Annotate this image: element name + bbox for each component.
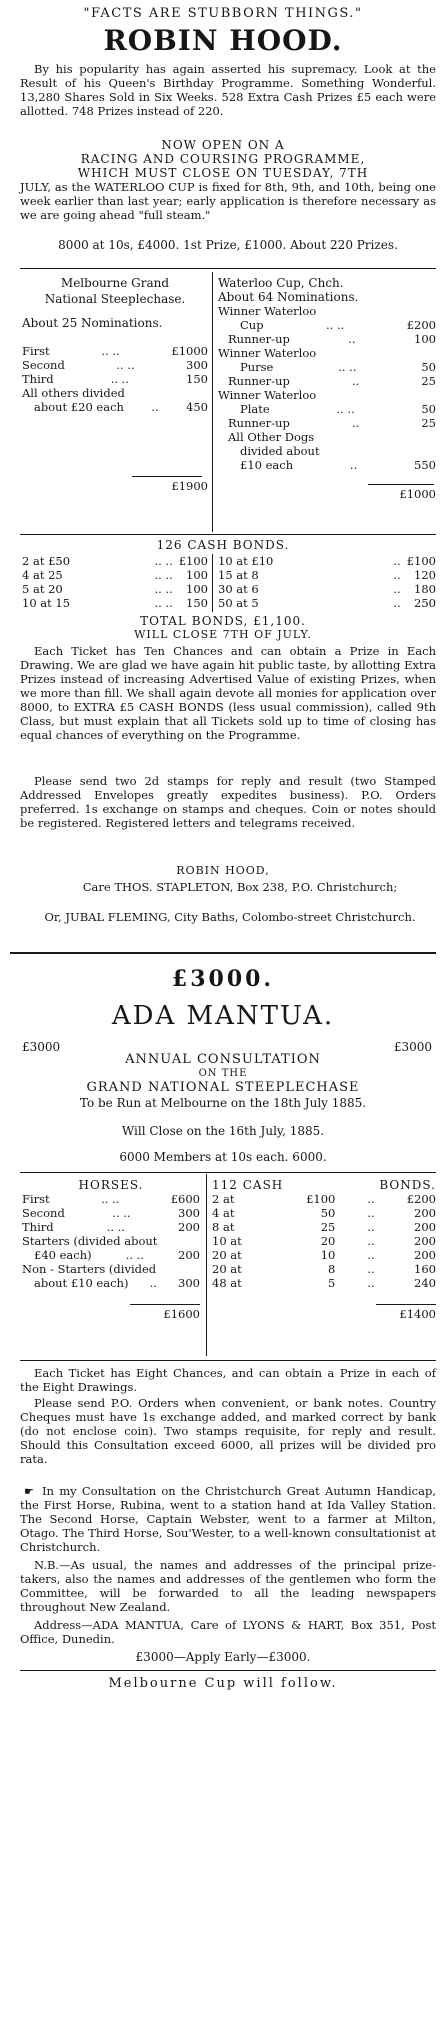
send-orders-paragraph: Please send P.O. Orders when convenient, or bank notes. Country Cheques must have 1s exchange added, and marked correct by bank (do not enclose coin). Two stamps requisite, for reply and result. Should this Consultation exceed 6000, all prizes will be divided pro rata. (20, 1396, 436, 1466)
right-total: £1000 (399, 487, 436, 501)
prize-row: Winner Waterloo (218, 304, 317, 318)
close-date-heading: WHICH MUST CLOSE ON TUESDAY, 7TH (77, 166, 369, 180)
on-the: ON THE (198, 1068, 248, 1079)
now-open-heading: NOW OPEN ON A (161, 138, 285, 152)
column-divider (206, 1174, 207, 1356)
prize-row: Plate .. .. 50 (240, 402, 436, 416)
signature-name: ROBIN HOOD, (176, 864, 270, 877)
side-amount-left: £3000 (22, 1040, 61, 1054)
national-steeplechase-heading: National Steeplechase. (44, 292, 186, 306)
prize-row: £10 each .. 550 (240, 458, 436, 472)
prize-row: Runner-up .. 100 (228, 332, 436, 346)
prize-row: about £20 each .. 450 (34, 400, 208, 414)
prize-row: First .. .. £600 (22, 1192, 200, 1206)
waterloo-cup-prize-list (218, 276, 436, 501)
pointing-hand-icon: ☛ (24, 1485, 34, 1498)
prize-row: First .. .. £1000 (22, 344, 208, 358)
ticket-chances-paragraph: Each Ticket has Ten Chances and can obtain a Prize in Each Drawing. We are glad we have again hit public taste, by allotting Extra Prizes instead of increasing Advertised Value of existing Prizes, when we more than fill. We shall again devote all monies for application over 8000, to EXTRA £5 CASH BONDS (less usual commission), called 9th Class, but must explain that all Tickets sold up to time of closing has equal chances of everything on the Programme. (20, 644, 436, 742)
starters-label: Starters (divided about (22, 1234, 158, 1248)
bonds-left-table: 2 at £50 .. .. £100 4 at 25 .. .. 100 5 at 20 .. .. 100 10 at 15 .. .. 150 (22, 554, 208, 610)
horses-prize-list (22, 1178, 200, 1321)
section-rule (20, 1670, 436, 1671)
prize-row: Second .. .. 300 (22, 1206, 200, 1220)
side-amount-right: £3000 (393, 1040, 432, 1054)
grand-national-heading: GRAND NATIONAL STEEPLECHASE (86, 1080, 360, 1095)
members-line: 6000 Members at 10s each. 6000. (119, 1150, 327, 1164)
prize-row: Third .. .. 200 (22, 1220, 200, 1234)
horses-heading: HORSES. (78, 1178, 144, 1192)
footer-line: Melbourne Cup will follow. (108, 1676, 338, 1691)
total-rule (130, 1304, 200, 1305)
horses-total: £1600 (163, 1307, 200, 1321)
column-divider (212, 272, 213, 532)
will-close-line: WILL CLOSE 7TH OF JULY. (134, 628, 312, 641)
left-total: £1900 (171, 479, 208, 493)
section-rule (20, 534, 436, 535)
prize-row: about £10 each) .. 300 (34, 1276, 200, 1290)
close-date-line: Will Close on the 16th July, 1885. (121, 1124, 325, 1138)
prize-row: Runner-up .. 25 (228, 416, 436, 430)
prize-row: divided about (240, 444, 320, 458)
section-rule (20, 268, 436, 269)
july-paragraph: JULY, as the WATERLOO CUP is fixed for 8th, 9th, and 10th, being one week earlier than last year; early application is therefore necessary as we are going ahead "full steam." (20, 180, 436, 222)
run-date-line: To be Run at Melbourne on the 18th July 1885. (79, 1096, 367, 1110)
prize-row: Runner-up .. 25 (228, 374, 436, 388)
total-rule (376, 1304, 436, 1305)
robin-hood-title: ROBIN HOOD. (103, 24, 343, 57)
eight-chances-paragraph: Each Ticket has Eight Chances, and can obtain a Prize in each of the Eight Drawings. (20, 1366, 436, 1394)
prize-rows (22, 344, 208, 414)
prize-row: Winner Waterloo (218, 346, 317, 360)
prize-row: Winner Waterloo (218, 388, 317, 402)
section-rule (20, 1172, 436, 1173)
bonds-total: £1400 (399, 1307, 436, 1321)
section-rule (20, 1360, 436, 1361)
prize-row: £40 each) .. .. 200 (34, 1248, 200, 1262)
nota-bene-paragraph: N.B.—As usual, the names and addresses of the principal prize-takers, also the names and addresses of the gentlemen who form the Committee, will be forwarded to all the leading newspapers throughout New Zealand. (20, 1558, 436, 1614)
bonds-heading: 112 CASH BONDS. (212, 1178, 436, 1192)
advertisement-separator (10, 952, 436, 954)
total-bonds-line: TOTAL BONDS, £1,100. (140, 614, 306, 628)
ada-mantua-title: ADA MANTUA. (111, 1001, 335, 1031)
others-divided-label: All others divided (22, 386, 125, 400)
prize-row: All Other Dogs (228, 430, 315, 444)
prize-row: Purse .. .. 50 (240, 360, 436, 374)
results-paragraph: ☛ In my Consultation on the Christchurch Great Autumn Handicap, the First Horse, Rubina, went to a station hand at Ida Valley Station. The Second Horse, Captain Webster, went to a farmer at Milton, Otago. The Third Horse, Sou'Wester, to a well-known consultationist at Christchurch. (20, 1484, 436, 1554)
bonds-right-table: 10 at £10 .. £100 15 at 8 .. 120 30 at 6 .. 180 50 at 5 .. 250 (218, 554, 436, 610)
signature-address-1: Care THOS. STAPLETON, Box 238, P.O. Christchurch; (82, 880, 398, 894)
programme-heading: RACING AND COURSING PROGRAMME, (80, 152, 366, 166)
melbourne-grand-prize-list (22, 276, 208, 493)
melbourne-grand-heading: Melbourne Grand (60, 276, 170, 290)
shares-line: 8000 at 10s, £4000. 1st Prize, £1000. About 220 Prizes. (58, 238, 398, 252)
signature-address-2: Or, JUBAL FLEMING, City Baths, Colombo-street Christchurch. (44, 910, 416, 924)
prize-banner: £3000. (171, 966, 275, 992)
apply-early-line: £3000—Apply Early—£3000. (135, 1650, 311, 1664)
motto: "FACTS ARE STUBBORN THINGS." (83, 6, 363, 21)
cash-bonds-heading: 126 CASH BONDS. (156, 538, 290, 552)
waterloo-nominations: About 64 Nominations. (218, 290, 359, 304)
prize-row: Third .. .. 150 (22, 372, 208, 386)
bonds-table: 2 at £100 .. £200 4 at 50 .. 200 8 at 25 .. 200 10 at 20 .. 200 20 at 10 .. 200 20 at 8 .. 160 48 at 5 .. 240 (212, 1192, 436, 1290)
nominations-count: About 25 Nominations. (22, 316, 163, 330)
cash-bonds-list (212, 1178, 436, 1321)
prize-row: Cup .. .. £200 (240, 318, 436, 332)
non-starters-label: Non - Starters (divided (22, 1262, 157, 1276)
total-rule (132, 476, 202, 477)
column-divider (212, 554, 213, 612)
intro-paragraph: By his popularity has again asserted his supremacy. Look at the Result of his Queen's Birthday Programme. Something Wonderful. 13,280 Shares Sold in Six Weeks. 528 Extra Cash Prizes £5 each were allotted. 748 Prizes instead of 220. (20, 62, 436, 118)
total-rule (368, 484, 434, 485)
annual-consultation: ANNUAL CONSULTATION (125, 1052, 321, 1067)
send-stamps-paragraph: Please send two 2d stamps for reply and result (two Stamped Addressed Envelopes greatly expedites business). P.O. Orders preferred. 1s exchange on stamps and cheques. Coin or notes should be registered. Registered letters and telegrams received. (20, 774, 436, 830)
address-paragraph: Address—ADA MANTUA, Care of LYONS & HART, Box 351, Post Office, Dunedin. (20, 1618, 436, 1646)
waterloo-cup-heading: Waterloo Cup, Chch. (218, 276, 344, 290)
prize-row: Second .. .. 300 (22, 358, 208, 372)
